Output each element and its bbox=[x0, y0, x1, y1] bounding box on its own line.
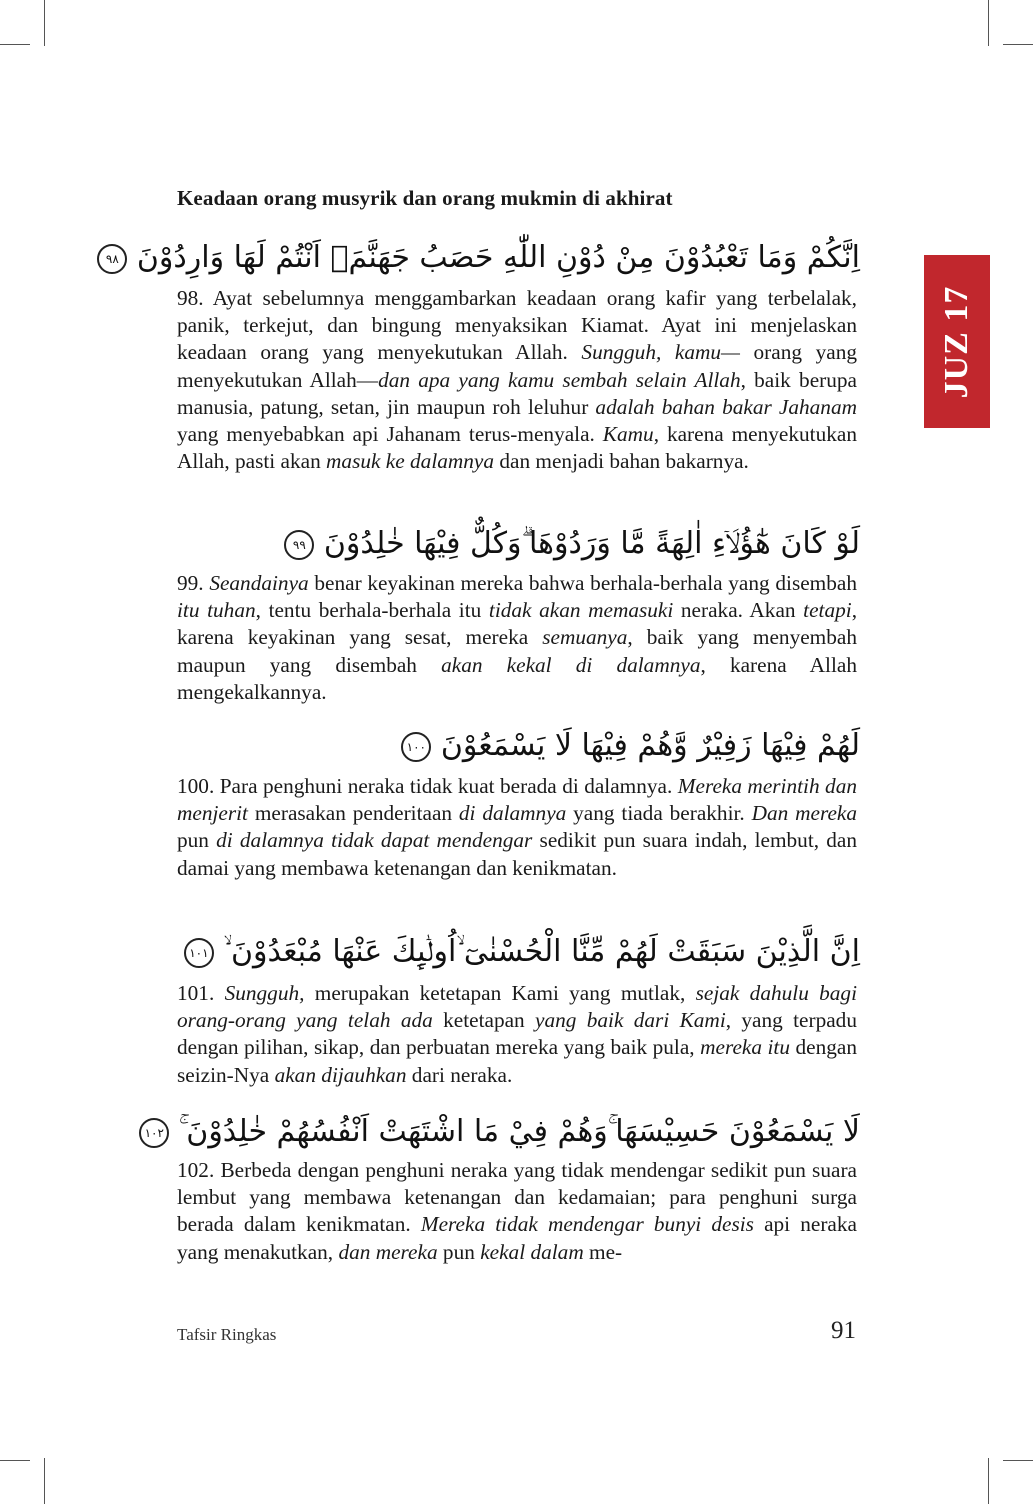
crop-mark bbox=[988, 0, 989, 46]
tafsir-paragraph bbox=[177, 285, 857, 475]
text-run: dari neraka. bbox=[406, 1062, 513, 1087]
text-run: api neraka yang menakutkan, bbox=[177, 1212, 857, 1264]
tafsir-paragraph bbox=[177, 980, 857, 1089]
text-run: 98. Ayat sebelumnya menggambarkan keadaan orang kafir yang terbelalak, panik, terkejut, dan bingung menyaksikan Kiamat. Ayat ini menjelaskan keadaan orang yang menyekutukan Allah. bbox=[177, 286, 857, 365]
page-number: 91 bbox=[831, 1317, 856, 1344]
crop-mark bbox=[0, 44, 30, 45]
text-run: benar keyakinan mereka bahwa berhala-berhala yang disembah bbox=[308, 571, 857, 595]
text-run: me- bbox=[583, 1239, 623, 1264]
text-run: yang tiada berakhir. bbox=[566, 801, 752, 826]
italic-run: tidak akan memasuki bbox=[488, 598, 674, 623]
italic-run: tetapi bbox=[803, 598, 852, 623]
text-run: yang menyebabkan api Jahanam terus-menyala. bbox=[177, 422, 603, 447]
crop-mark bbox=[44, 1458, 45, 1504]
crop-mark bbox=[0, 1460, 30, 1461]
juz-label: JUZ 17 bbox=[938, 285, 975, 398]
italic-run: dan apa yang kamu sembah selain Allah bbox=[378, 367, 741, 392]
text-run: dengan seizin-Nya bbox=[177, 1035, 857, 1087]
text-run: sedikit pun suara indah, lembut, dan damai yang membawa ketenangan dan kenikmatan. bbox=[177, 828, 857, 880]
text-run: , tentu berhala-berhala itu bbox=[255, 598, 489, 623]
tafsir-paragraph bbox=[177, 773, 857, 882]
italic-run: itu tuhan bbox=[177, 598, 256, 623]
text-run: dan menjadi bahan bakarnya. bbox=[494, 449, 749, 474]
italic-run: Mereka tidak mendengar bunyi desis bbox=[420, 1212, 754, 1237]
text-run: merasakan penderitaan bbox=[247, 801, 459, 826]
text-run: neraka. Akan bbox=[673, 598, 804, 623]
arabic-verse: اِنَّ الَّذِيْنَ سَبَقَتْ لَهُمْ مِّنَّا الْحُسْنٰىٓ ۙاُولٰۤىِٕكَ عَنْهَا مُبْعَدُوْنَ ۙ ١٠١ bbox=[177, 926, 860, 978]
tafsir-paragraph bbox=[177, 570, 857, 706]
ayah-number-marker: ١٠١ bbox=[184, 938, 214, 968]
text-run: merupakan ketetapan Kami yang mutlak, bbox=[304, 981, 696, 1005]
text-run: , baik yang menyembah maupun yang disembah bbox=[177, 625, 857, 677]
arabic-verse: اِنَّكُمْ وَمَا تَعْبُدُوْنَ مِنْ دُوْنِ اللّٰهِ حَصَبُ جَهَنَّمَۗ اَنْتُمْ لَهَا وَارِدُوْنَ ٩٨ bbox=[177, 232, 860, 284]
book-title: Tafsir Ringkas bbox=[177, 1325, 277, 1344]
italic-run: masuk ke dalamnya bbox=[326, 449, 495, 474]
italic-run: adalah bahan bakar Jahanam bbox=[595, 394, 857, 419]
section-heading: Keadaan orang musyrik dan orang mukmin di akhirat bbox=[177, 186, 673, 210]
italic-run: semuanya bbox=[542, 625, 628, 650]
italic-run: dan mereka bbox=[338, 1239, 438, 1264]
italic-run: akan kekal di dalamnya bbox=[441, 652, 701, 677]
arabic-verse: لَهُمْ فِيْهَا زَفِيْرٌ وَّهُمْ فِيْهَا لَا يَسْمَعُوْنَ ١٠٠ bbox=[177, 720, 860, 772]
crop-mark bbox=[1003, 44, 1033, 45]
text-run: , karena menyekutukan Allah, pasti akan bbox=[177, 422, 857, 474]
italic-run: Seandainya bbox=[209, 571, 309, 595]
text-run: 101. bbox=[177, 981, 225, 1005]
italic-run: Kamu bbox=[602, 422, 654, 447]
arabic-verse: لَوْ كَانَ هٰٓؤُلَاۤءِ اٰلِهَةً مَّا وَرَدُوْهَا ۗوَكُلٌّ فِيْهَا خٰلِدُوْنَ ٩٩ bbox=[177, 518, 860, 570]
tafsir-paragraph bbox=[177, 1157, 857, 1266]
text-run: 102. Berbeda dengan penghuni neraka yang tidak mendengar sedikit pun suara lembut yang membawa ketenangan dan kedamaian; para penghuni surga berada dalam kenikmatan. bbox=[177, 1158, 857, 1237]
italic-run: di dalamnya tidak dapat mendengar bbox=[216, 828, 533, 853]
crop-mark bbox=[1003, 1460, 1033, 1461]
ayah-number-marker: ١٠٠ bbox=[401, 732, 431, 762]
text-run: 100. Para penghuni neraka tidak kuat berada di dalamnya. bbox=[177, 774, 678, 798]
italic-run: Sungguh, bbox=[224, 981, 305, 1005]
text-run: ketetapan bbox=[432, 1008, 536, 1033]
text-run: , karena Allah mengekalkannya. bbox=[177, 652, 857, 704]
ayah-number-marker: ١٠٢ bbox=[139, 1118, 169, 1148]
italic-run: di dalamnya bbox=[458, 801, 567, 826]
italic-run: akan dijauhkan bbox=[274, 1062, 407, 1087]
crop-mark bbox=[988, 1458, 989, 1504]
juz-tab bbox=[924, 255, 990, 428]
text-run: pun bbox=[437, 1239, 481, 1264]
italic-run: sejak dahulu bagi orang-orang yang telah ada bbox=[177, 981, 857, 1033]
italic-run: mereka itu bbox=[700, 1035, 790, 1060]
text-run: orang yang menyekutukan Allah— bbox=[177, 340, 857, 392]
crop-mark bbox=[44, 0, 45, 46]
text-run: 99. bbox=[177, 571, 210, 595]
italic-run: yang baik dari Kami bbox=[535, 1008, 726, 1033]
ayah-number-marker: ٩٨ bbox=[97, 244, 127, 274]
italic-run: Mereka merintih dan menjerit bbox=[177, 774, 857, 826]
italic-run: kekal dalam bbox=[480, 1239, 584, 1264]
text-run: , baik berupa manusia, patung, setan, jin maupun roh leluhur bbox=[177, 367, 857, 419]
text-run: pun bbox=[177, 828, 217, 853]
text-run: , yang terpadu dengan pilihan, sikap, dan perbuatan mereka yang baik pula, bbox=[177, 1008, 857, 1060]
ayah-number-marker: ٩٩ bbox=[284, 530, 314, 560]
italic-run: Sungguh, kamu— bbox=[581, 340, 740, 365]
text-run: , karena keyakinan yang sesat, mereka bbox=[177, 598, 858, 650]
arabic-verse: لَا يَسْمَعُوْنَ حَسِيْسَهَا ۚوَهُمْ فِيْ مَا اشْتَهَتْ اَنْفُسُهُمْ خٰلِدُوْنَ ۚ ١٠٢ bbox=[177, 1106, 860, 1158]
italic-run: Dan mereka bbox=[751, 801, 857, 826]
